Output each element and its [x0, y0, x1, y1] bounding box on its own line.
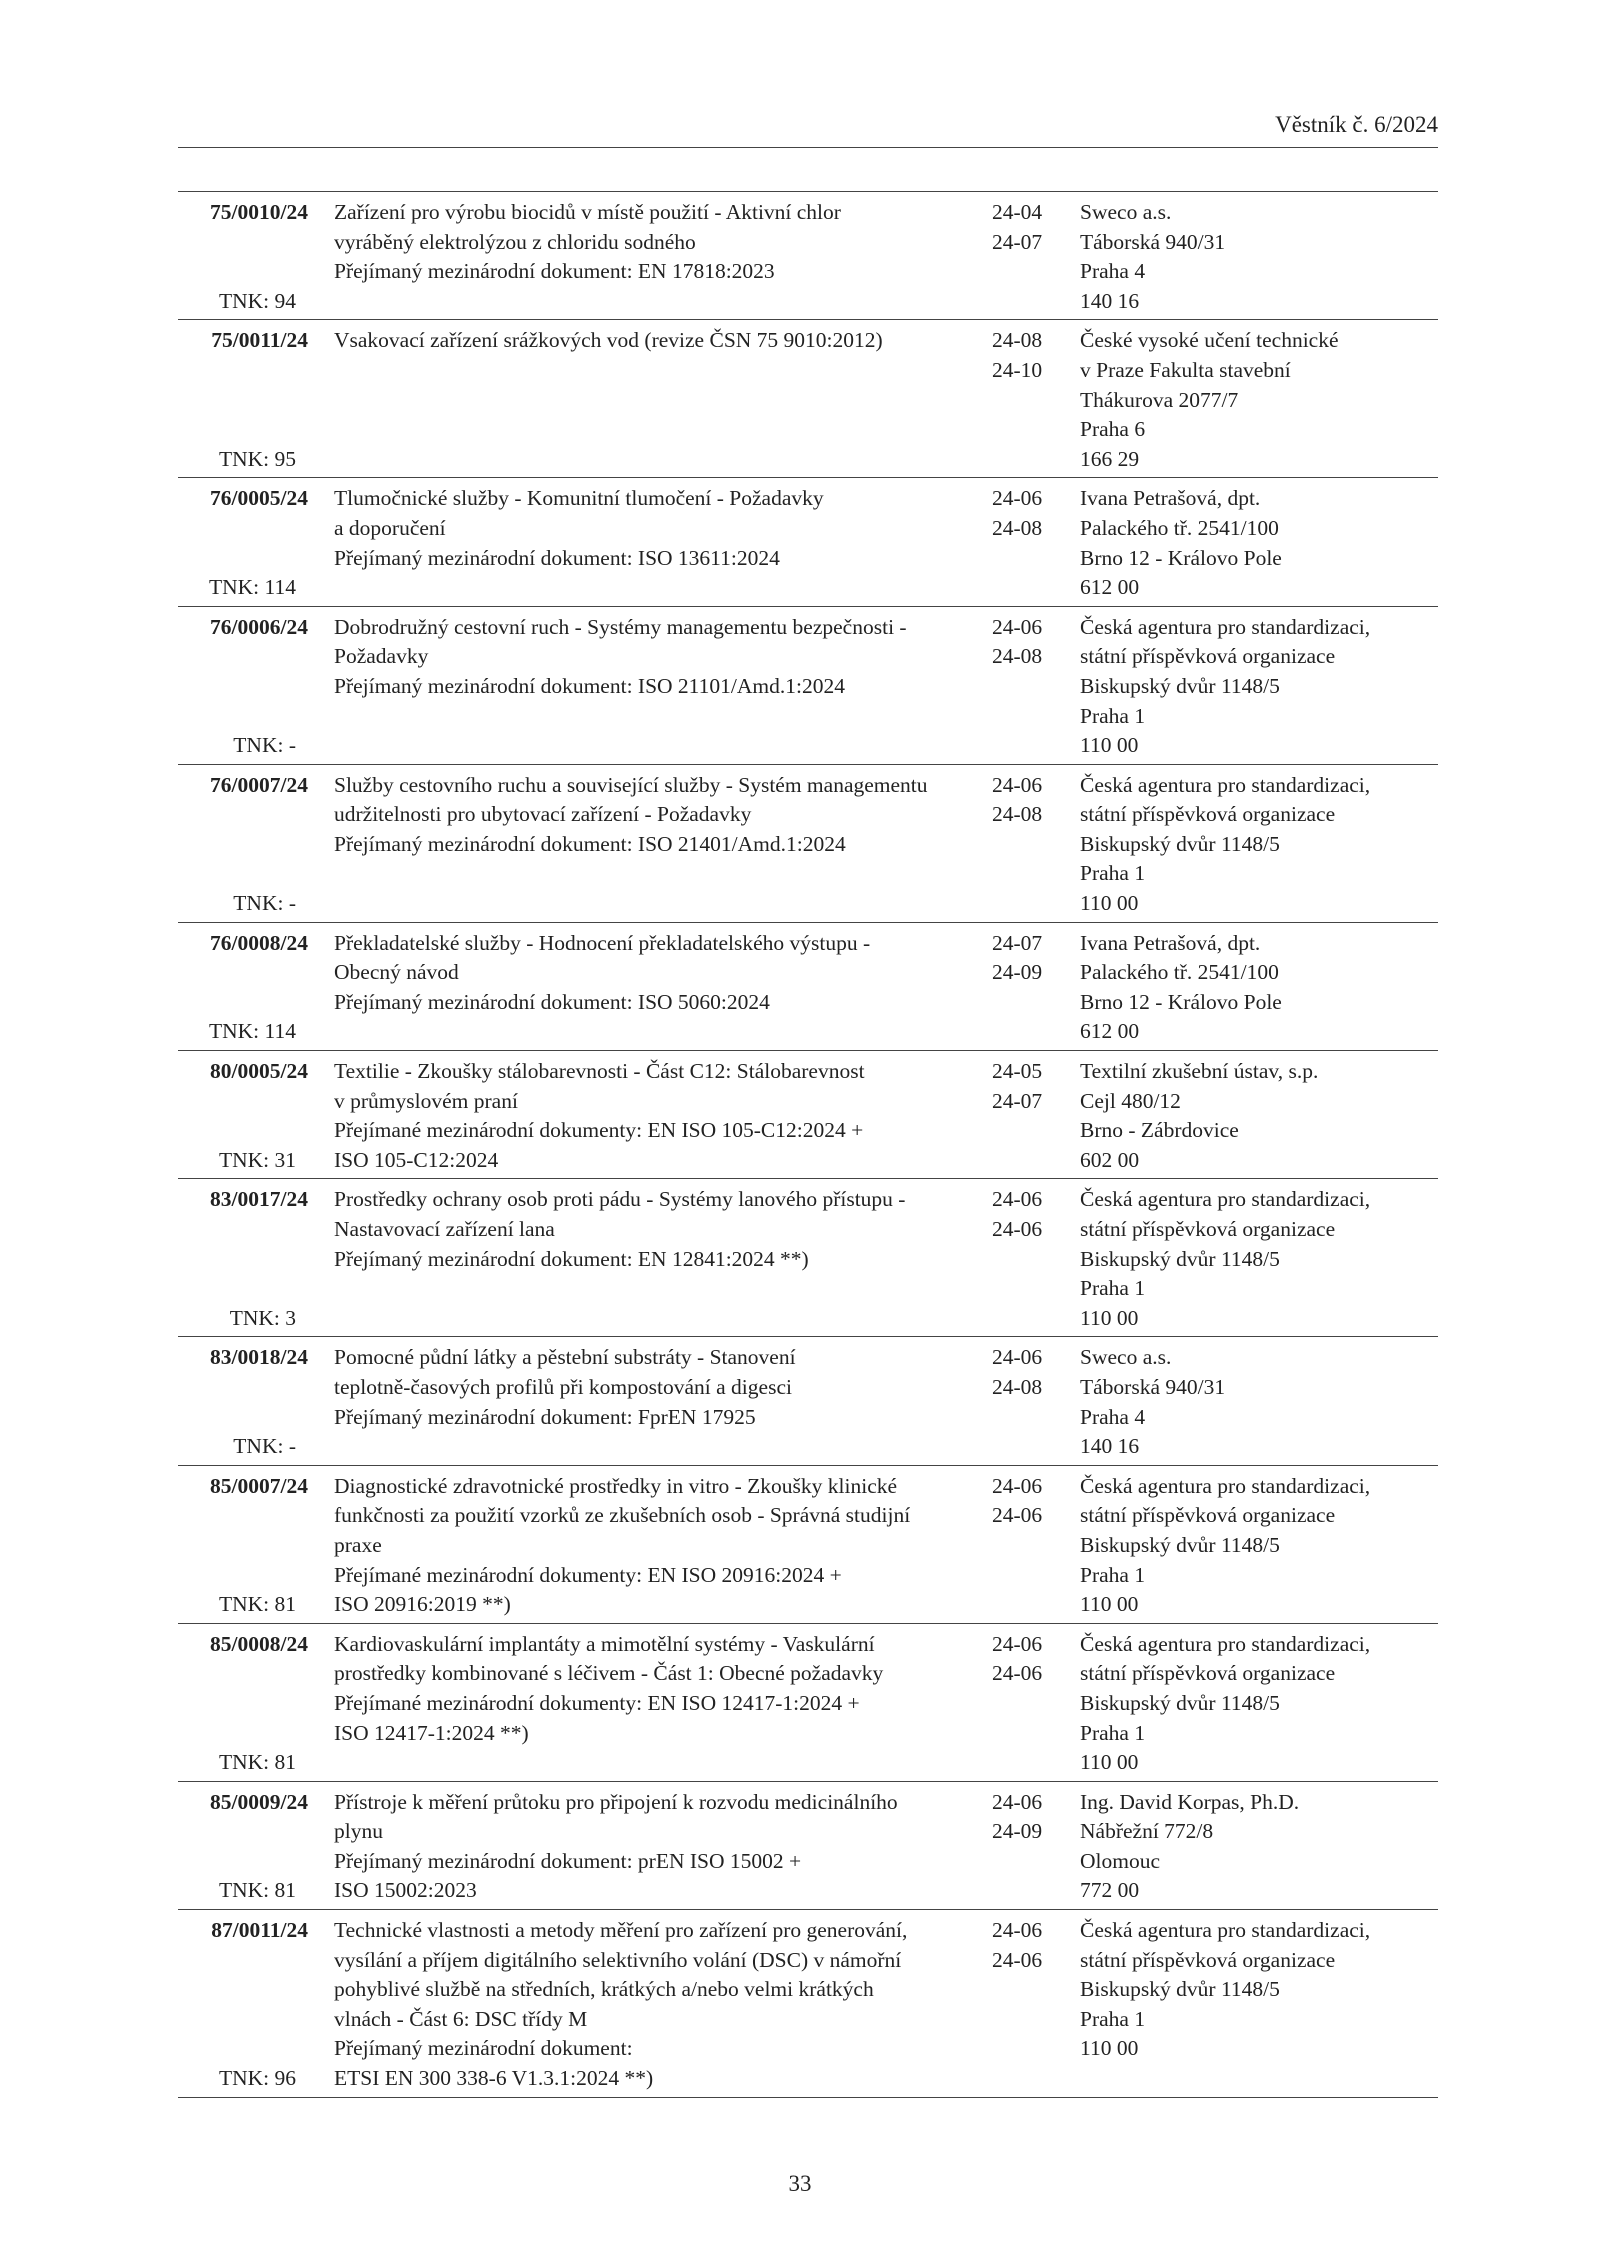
record-tnk: TNK: -: [233, 1434, 296, 1459]
record-dates-cell: [986, 1788, 1068, 1906]
record-org-line: 110 00: [1080, 2036, 1139, 2061]
record-date: 24-09: [992, 1819, 1043, 1844]
record-org-line: Sweco a.s.: [1080, 200, 1172, 224]
record-org-line: Praha 4: [1080, 259, 1146, 284]
record-org-line: České vysoké učení technické: [1080, 328, 1339, 353]
record-org-line: Ivana Petrašová, dpt.: [1080, 930, 1261, 955]
record-title-cell: [308, 1788, 986, 1906]
record-org-line: Praha 6: [1080, 417, 1146, 442]
record-title-line: Přejímaný mezinárodní dokument: ISO 13611:2024: [334, 545, 780, 570]
record-org-line: Táborská 940/31: [1080, 1374, 1226, 1399]
record-date: 24-06: [992, 1918, 1043, 1943]
record-date: 24-06: [992, 614, 1043, 639]
record-org-line: Sweco a.s.: [1080, 1345, 1172, 1370]
record-org-line: 602 00: [1080, 1147, 1140, 1172]
record-tnk: TNK: 114: [209, 575, 296, 600]
record-date: 24-06: [992, 1789, 1043, 1814]
record-org-line: státní příspěvková organizace: [1080, 1217, 1336, 1241]
record-title-line: Přejímaný mezinárodní dokument:: [334, 2036, 633, 2061]
record-org-line: Ivana Petrašová, dpt.: [1080, 486, 1261, 511]
record-org-cell: [1068, 1788, 1438, 1906]
record-code-cell: [178, 1185, 308, 1333]
record-org-line: Olomouc: [1080, 1848, 1161, 1873]
record-tnk: TNK: 3: [229, 1305, 296, 1330]
record-title-line: Požadavky: [334, 644, 429, 669]
record-org-line: Česká agentura pro standardizaci,: [1080, 772, 1371, 797]
record-org-line: 110 00: [1080, 1750, 1139, 1775]
record-org-line: Biskupský dvůr 1148/5: [1080, 673, 1280, 698]
record-dates-cell: [986, 198, 1068, 316]
record-title-line: Technické vlastnosti a metody měření pro zařízení pro generování,: [334, 1918, 908, 1943]
record-code: 76/0007/24: [210, 772, 308, 797]
record-title-line: Prostředky ochrany osob proti pádu - Systémy lanového přístupu -: [334, 1187, 906, 1212]
record-org-line: v Praze Fakulta stavební: [1080, 357, 1291, 382]
record-org-line: Biskupský dvůr 1148/5: [1080, 1690, 1280, 1715]
record-org-cell: [1068, 1916, 1438, 2094]
record-title-line: plynu: [334, 1819, 383, 1844]
record-org-line: Cejl 480/12: [1080, 1088, 1181, 1113]
record-org-line: 140 16: [1080, 1434, 1140, 1459]
record-title-line: Diagnostické zdravotnické prostředky in vitro - Zkoušky klinické: [334, 1473, 898, 1498]
record-title-cell: [308, 198, 986, 316]
record-org-line: Brno 12 - Královo Pole: [1080, 545, 1282, 570]
record-org-line: Praha 1: [1080, 1276, 1146, 1301]
record-org-cell: [1068, 484, 1438, 602]
record-code-cell: [178, 198, 308, 316]
record-title-line: v průmyslovém praní: [334, 1088, 518, 1113]
record-code-cell: [178, 613, 308, 761]
record-tnk: TNK: 96: [218, 2066, 296, 2091]
table-row: [178, 1782, 1438, 1910]
record-title-line: Textilie - Zkoušky stálobarevnosti - Část C12: Stálobarevnost: [334, 1059, 865, 1084]
record-org-line: 110 00: [1080, 733, 1139, 758]
record-org-line: Česká agentura pro standardizaci,: [1080, 1631, 1371, 1656]
record-org-line: Praha 1: [1080, 861, 1146, 886]
record-org-cell: [1068, 1343, 1438, 1461]
record-code: 80/0005/24: [210, 1059, 308, 1084]
record-title-line: Přístroje k měření průtoku pro připojení k rozvodu medicinálního: [334, 1789, 898, 1814]
record-title-cell: [308, 1472, 986, 1620]
record-title-cell: [308, 326, 986, 474]
record-title-line: a doporučení: [334, 515, 446, 540]
record-org-line: státní příspěvková organizace: [1080, 802, 1336, 827]
record-title-line: ISO 20916:2019 **): [334, 1592, 511, 1617]
record-code-cell: [178, 1630, 308, 1778]
record-title-line: Překladatelské služby - Hodnocení překladatelského výstupu -: [334, 930, 871, 955]
record-title-line: pohyblivé službě na středních, krátkých a/nebo velmi krátkých: [334, 1977, 874, 2002]
record-date: 24-07: [992, 930, 1043, 955]
record-title-line: funkčnosti za použití vzorků ze zkušebních osob - Správná studijní: [334, 1503, 911, 1528]
table-row: [178, 765, 1438, 923]
record-code-cell: [178, 1343, 308, 1461]
record-title-line: Služby cestovního ruchu a související služby - Systém managementu: [334, 772, 928, 797]
table-row: [178, 192, 1438, 320]
record-tnk: TNK: 81: [218, 1878, 296, 1903]
table-row: [178, 607, 1438, 765]
record-date: 24-08: [992, 515, 1043, 540]
record-org-line: státní příspěvková organizace: [1080, 644, 1336, 669]
record-title-line: teplotně-časových profilů při kompostování a digesci: [334, 1374, 792, 1399]
record-date: 24-06: [992, 1661, 1043, 1686]
record-title-line: Přejímaný mezinárodní dokument: ISO 5060:2024: [334, 989, 770, 1014]
record-org-line: 772 00: [1080, 1878, 1140, 1903]
record-code: 76/0006/24: [210, 614, 308, 639]
record-org-line: 612 00: [1080, 575, 1140, 600]
record-org-line: Praha 1: [1080, 703, 1146, 728]
record-dates-cell: [986, 1185, 1068, 1333]
record-dates-cell: [986, 484, 1068, 602]
record-tnk: TNK: 31: [218, 1147, 296, 1172]
record-code: 76/0008/24: [210, 930, 308, 955]
record-org-line: Biskupský dvůr 1148/5: [1080, 831, 1280, 856]
table-row: [178, 1624, 1438, 1782]
record-title-line: Přejímané mezinárodní dokumenty: EN ISO 105-C12:2024 +: [334, 1118, 864, 1143]
record-title-line: vlnách - Část 6: DSC třídy M: [334, 2006, 588, 2031]
record-date: 24-07: [992, 229, 1043, 254]
record-title-line: ISO 12417-1:2024 **): [334, 1720, 529, 1745]
record-date: 24-10: [992, 357, 1043, 382]
record-title-line: Přejímaný mezinárodní dokument: EN 12841:2024 **): [334, 1246, 809, 1271]
record-org-line: Česká agentura pro standardizaci,: [1080, 1187, 1371, 1212]
record-org-line: státní příspěvková organizace: [1080, 1661, 1336, 1686]
record-code: 75/0011/24: [211, 328, 308, 353]
record-code-cell: [178, 326, 308, 474]
record-date: 24-07: [992, 1088, 1043, 1113]
record-date: 24-06: [992, 772, 1043, 797]
record-code: 83/0017/24: [210, 1187, 308, 1212]
record-title-line: Pomocné půdní látky a pěstební substráty - Stanovení: [334, 1345, 796, 1370]
record-code-cell: [178, 1057, 308, 1175]
record-title-cell: [308, 484, 986, 602]
record-title-line: Přejímaný mezinárodní dokument: EN 17818:2023: [334, 259, 775, 284]
record-title-line: Přejímané mezinárodní dokumenty: EN ISO 20916:2024 +: [334, 1562, 842, 1587]
record-org-line: 110 00: [1080, 1592, 1139, 1617]
record-org-line: Praha 1: [1080, 1720, 1146, 1745]
record-title-line: Dobrodružný cestovní ruch - Systémy managementu bezpečnosti -: [334, 614, 907, 639]
record-title-cell: [308, 1343, 986, 1461]
record-org-line: Textilní zkušební ústav, s.p.: [1080, 1059, 1319, 1084]
record-date: 24-06: [992, 1503, 1043, 1528]
record-date: 24-08: [992, 644, 1043, 669]
table-row: [178, 1051, 1438, 1179]
record-org-cell: [1068, 326, 1438, 474]
record-tnk: TNK: -: [233, 733, 296, 758]
record-org-line: Biskupský dvůr 1148/5: [1080, 1246, 1280, 1271]
record-title-line: udržitelnosti pro ubytovací zařízení - Požadavky: [334, 802, 752, 827]
record-code: 83/0018/24: [210, 1345, 308, 1370]
record-org-cell: [1068, 1472, 1438, 1620]
record-code-cell: [178, 484, 308, 602]
record-org-line: Praha 1: [1080, 2006, 1146, 2031]
standards-list: [178, 191, 1438, 2098]
record-org-line: Palackého tř. 2541/100: [1080, 960, 1279, 985]
record-title-line: Přejímaný mezinárodní dokument: FprEN 17925: [334, 1404, 756, 1429]
record-code-cell: [178, 1916, 308, 2094]
record-org-cell: [1068, 613, 1438, 761]
record-title-line: Přejímané mezinárodní dokumenty: EN ISO 12417-1:2024 +: [334, 1690, 860, 1715]
record-code: 85/0009/24: [210, 1789, 308, 1814]
record-title-line: Přejímaný mezinárodní dokument: prEN ISO 15002 +: [334, 1848, 802, 1873]
record-code: 75/0010/24: [210, 200, 308, 224]
record-title-cell: [308, 1916, 986, 2094]
record-code-cell: [178, 771, 308, 919]
record-org-line: Biskupský dvůr 1148/5: [1080, 1977, 1280, 2002]
record-title-line: vysílání a příjem digitálního selektivního volání (DSC) v námořní: [334, 1947, 902, 1972]
record-code-cell: [178, 1472, 308, 1620]
record-date: 24-06: [992, 1187, 1043, 1212]
record-date: 24-08: [992, 328, 1043, 353]
table-row: [178, 1337, 1438, 1465]
record-title-cell: [308, 1057, 986, 1175]
record-title-line: vyráběný elektrolýzou z chloridu sodného: [334, 229, 696, 254]
record-tnk: TNK: 94: [218, 288, 296, 313]
record-title-line: Obecný návod: [334, 960, 459, 985]
record-dates-cell: [986, 1916, 1068, 2094]
record-org-line: Česká agentura pro standardizaci,: [1080, 1473, 1371, 1498]
table-row: [178, 923, 1438, 1051]
journal-title: Věstník č. 6/2024: [1275, 112, 1438, 137]
record-dates-cell: [986, 326, 1068, 474]
record-dates-cell: [986, 613, 1068, 761]
record-dates-cell: [986, 1343, 1068, 1461]
page-number: 33: [788, 2171, 812, 2196]
record-org-line: Thákurova 2077/7: [1080, 387, 1239, 412]
record-title-cell: [308, 771, 986, 919]
record-code-cell: [178, 929, 308, 1047]
record-code: 85/0008/24: [210, 1631, 308, 1656]
record-org-cell: [1068, 1057, 1438, 1175]
record-title-cell: [308, 1185, 986, 1333]
record-org-line: Palackého tř. 2541/100: [1080, 515, 1279, 540]
record-org-line: 166 29: [1080, 446, 1140, 471]
record-org-cell: [1068, 198, 1438, 316]
record-tnk: TNK: -: [233, 891, 296, 916]
record-title-line: prostředky kombinované s léčivem - Část 1: Obecné požadavky: [334, 1661, 884, 1686]
record-date: 24-06: [992, 1217, 1043, 1241]
record-title-line: ETSI EN 300 338-6 V1.3.1:2024 **): [334, 2066, 654, 2091]
record-date: 24-06: [992, 486, 1043, 511]
record-org-cell: [1068, 1185, 1438, 1333]
record-org-line: státní příspěvková organizace: [1080, 1947, 1336, 1972]
record-date: 24-06: [992, 1947, 1043, 1972]
record-tnk: TNK: 95: [218, 446, 296, 471]
record-org-cell: [1068, 771, 1438, 919]
record-title-line: Kardiovaskulární implantáty a mimotělní systémy - Vaskulární: [334, 1631, 875, 1656]
record-org-cell: [1068, 929, 1438, 1047]
record-title-line: Vsakovací zařízení srážkových vod (revize ČSN 75 9010:2012): [334, 328, 883, 353]
record-org-line: Česká agentura pro standardizaci,: [1080, 614, 1371, 639]
record-org-line: Ing. David Korpas, Ph.D.: [1080, 1789, 1300, 1814]
record-title-line: Tlumočnické služby - Komunitní tlumočení - Požadavky: [334, 486, 824, 511]
record-tnk: TNK: 81: [218, 1750, 296, 1775]
record-dates-cell: [986, 929, 1068, 1047]
record-dates-cell: [986, 1057, 1068, 1175]
record-code: 87/0011/24: [211, 1918, 308, 1943]
record-code: 76/0005/24: [210, 486, 308, 511]
table-row: [178, 1179, 1438, 1337]
table-row: [178, 1466, 1438, 1624]
record-org-line: Biskupský dvůr 1148/5: [1080, 1532, 1280, 1557]
record-tnk: TNK: 114: [209, 1019, 296, 1044]
record-dates-cell: [986, 771, 1068, 919]
record-title-line: praxe: [334, 1532, 382, 1557]
record-org-line: státní příspěvková organizace: [1080, 1503, 1336, 1528]
record-org-line: Praha 4: [1080, 1404, 1146, 1429]
record-title-line: Přejímaný mezinárodní dokument: ISO 21401/Amd.1:2024: [334, 831, 846, 856]
record-org-line: Brno 12 - Královo Pole: [1080, 989, 1282, 1014]
record-org-line: 110 00: [1080, 891, 1139, 916]
record-org-line: 140 16: [1080, 288, 1140, 313]
record-date: 24-09: [992, 960, 1043, 985]
table-row: [178, 478, 1438, 606]
record-date: 24-06: [992, 1345, 1043, 1370]
record-org-line: Táborská 940/31: [1080, 229, 1226, 254]
record-dates-cell: [986, 1472, 1068, 1620]
record-title-line: ISO 15002:2023: [334, 1878, 477, 1903]
record-code: 85/0007/24: [210, 1473, 308, 1498]
record-org-line: Česká agentura pro standardizaci,: [1080, 1918, 1371, 1943]
record-title-line: ISO 105-C12:2024: [334, 1147, 499, 1172]
record-org-line: 612 00: [1080, 1019, 1140, 1044]
record-title-line: Přejímaný mezinárodní dokument: ISO 21101/Amd.1:2024: [334, 673, 845, 698]
record-title-cell: [308, 1630, 986, 1778]
record-tnk: TNK: 81: [218, 1592, 296, 1617]
record-title-line: Nastavovací zařízení lana: [334, 1217, 555, 1241]
table-row: [178, 1910, 1438, 2098]
record-date: 24-06: [992, 1631, 1043, 1656]
record-date: 24-05: [992, 1059, 1043, 1084]
record-date: 24-08: [992, 802, 1043, 827]
record-date: 24-04: [992, 200, 1043, 224]
table-row: [178, 320, 1438, 478]
record-dates-cell: [986, 1630, 1068, 1778]
record-org-line: 110 00: [1080, 1305, 1139, 1330]
record-org-line: Brno - Zábrdovice: [1080, 1118, 1239, 1143]
record-title-cell: [308, 613, 986, 761]
record-org-line: Nábřežní 772/8: [1080, 1819, 1214, 1844]
record-org-line: Praha 1: [1080, 1562, 1146, 1587]
record-code-cell: [178, 1788, 308, 1906]
record-date: 24-08: [992, 1374, 1043, 1399]
record-title-cell: [308, 929, 986, 1047]
record-title-line: Zařízení pro výrobu biocidů v místě použití - Aktivní chlor: [334, 200, 841, 224]
record-date: 24-06: [992, 1473, 1043, 1498]
record-org-cell: [1068, 1630, 1438, 1778]
page-header: [178, 112, 1438, 148]
